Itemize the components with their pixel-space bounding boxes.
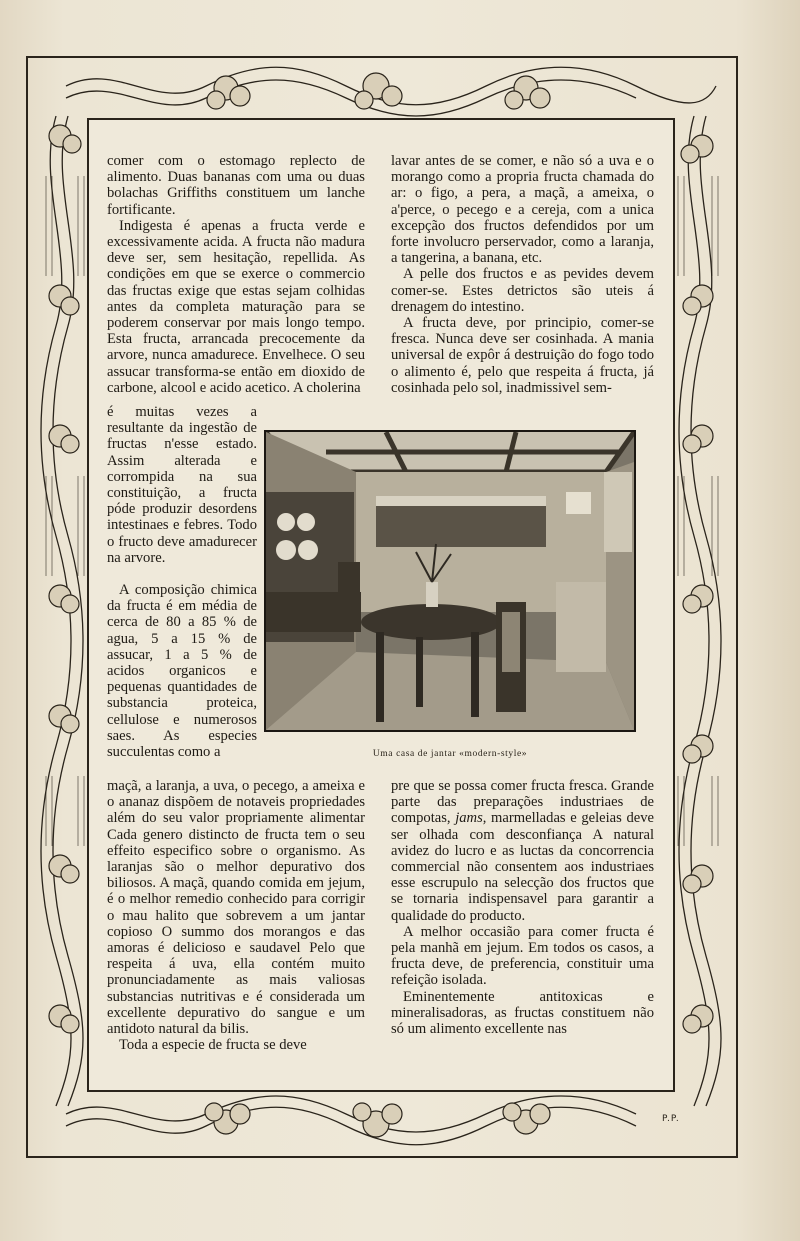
right-column-bottom	[391, 778, 654, 1037]
dining-room-photo	[264, 430, 636, 732]
paragraph	[391, 778, 654, 924]
paragraph: comer com o estomago replecto de alimento. Duas bananas com uma ou duas bolachas Griffiths constituem um lanche fortificante.	[107, 153, 365, 218]
paragraph: é muitas vezes a resultante da ingestão de fructas n'esse estado. Assim alterada e corrompida na sua constituição, a fructa póde produzir desordens intestinaes e febres. Todo o fructo deve amadurecer na arvore.	[107, 404, 257, 566]
paragraph: A melhor occasião para comer fructa é pela manhã em jejum. Em todos os casos, a fructa deve, de preferencia, constituir uma refeição isolada.	[391, 923, 654, 989]
paragraph: Toda a especie de fructa se deve	[119, 1037, 307, 1054]
text-span: , marmelladas e geleias deve ser olhada com desconfiança A natural avidez do lucro e as luctas da concorrencia commercial não consentem aos industriaes esse escrupulo na selecção dos fructos que se tornaria indispensavel para garantir a qualidade do producto.	[391, 810, 654, 924]
paragraph: A pelle dos fructos e as pevides devem comer-se. Estes detrictos são uteis á drenagem do intestino.	[391, 266, 654, 315]
right-column-top	[391, 153, 654, 396]
left-column-wrap	[107, 404, 257, 566]
italic-word: jams	[455, 810, 483, 827]
left-column-top	[107, 153, 365, 396]
paragraph: lavar antes de se comer, e não só a uva e o morango como a propria fructa chamada do ar: o figo, a pera, a maçã, a ameixa, o a'perce, o pecego e a cereja, com a unica excepção dos fructos defendidos por um forte involucro perservador, como a laranja, a tangerina, a banana, etc.	[391, 153, 654, 267]
photo-illustration	[266, 432, 634, 730]
text-span: pre que se possa comer fructa fresca. Grande parte das preparações industriaes de compotas,	[391, 778, 654, 827]
paragraph: Eminentemente antitoxicas e mineralisadoras, as fructas constituem não só um alimento excellente nas	[391, 988, 654, 1038]
paragraph: Indigesta é apenas a fructa verde e excessivamente acida. A fructa não madura deve ser, sem hesitação, repellida. As condições em que se exerce o commercio das fructas exige que estas sejam colhidas antes da completa maturação para se poderem conservar por mais longo tempo. Esta fructa, arrancada precocemente da arvore, nunca amadurece. Envelhece. O seu assucar transforma-se então em dioxido de carbone, alcool e acido acetico. A cholerina	[107, 217, 365, 396]
artist-signature: P.P.	[662, 1114, 680, 1124]
paragraph: A fructa deve, por principio, comer-se fresca. Nunca deve ser cosinhada. A mania universal de expôr á destruição do fogo todo o alimento é, pelo que respeita á fructa, já cosinhada pelo sol, inadmissivel sem-	[391, 315, 654, 396]
photo-caption: Uma casa de jantar «modern-style»	[372, 749, 528, 759]
left-column-bottom	[107, 778, 365, 1053]
paragraph: A composição chimica da fructa é em média de cerca de 80 a 85 % de agua, 5 a 15 % de assucar, 1 a 5 % de acidos organicos e pequenas quantidades de substancia proteica, cellulose e numerosos saes. As especies succulentas como a	[107, 582, 257, 761]
left-column-narrow	[107, 582, 257, 760]
paragraph: maçã, a laranja, a uva, o pecego, a ameixa e o ananaz dispõem de notaveis propriedades além do seu valor propriamente alimentar Cada genero distincto de fructa tem o seu effeito especifico sobre o organismo. As laranjas são o melhor depurativo dos biliosos. A maçã, quando comida em jejum, é o melhor remedio conhecido para corrigir o mau halito que sobrevem a um jantar copioso O summo dos morangos e das amoras é delicioso e saudavel Pelo que respeita á uva, ella contém muito pronunciadamente as mais valiosas substancias nutritivas e é considerada um excellente depurativo do sangue e um antidoto natural da bilis.	[107, 778, 365, 1038]
